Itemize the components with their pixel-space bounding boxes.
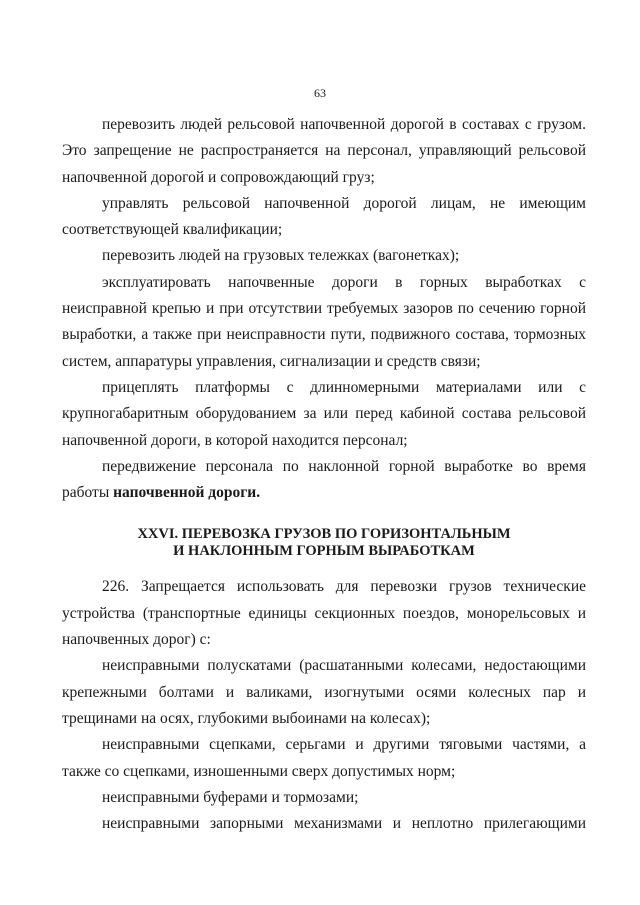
paragraph-line: передвижение персонала по наклонной горной выработке во время работы — [62, 457, 586, 502]
paragraph: неисправными буферами и тормозами; — [102, 788, 359, 806]
paragraph: управлять рельсовой напочвенной дорогой лицам, не имеющим соответствующей квалификации; — [62, 194, 586, 239]
paragraph-bold-ending — [62, 454, 586, 507]
paragraph-cut-off: неисправными запорными механизмами и неплотно прилегающими — [102, 815, 586, 833]
document-body — [62, 112, 586, 837]
paragraph: 226. Запрещается использовать для перевозки грузов технические устройства (транспортные единицы секционных поездов, монорельсовых и напочвенных дорог) с: — [62, 578, 586, 649]
section-title-line: И НАКЛОННЫМ ГОРНЫМ ВЫРАБОТКАМ — [173, 543, 475, 560]
paragraph: прицеплять платформы с длинномерными материалами или с крупногабаритным оборудованием за или перед кабиной состава рельсовой напочвенной дороги, в которой находится персонал; — [62, 378, 586, 449]
page-number: 63 — [314, 86, 326, 100]
paragraph: перевозить людей на грузовых тележках (вагонетках); — [102, 247, 460, 265]
paragraph: неисправными полускатами (расшатанными колесами, недостающими крепежными болтами и валиками, изогнутыми осями колесных пар и трещинами на осях, глубокими выбоинами на колесах); — [62, 657, 586, 727]
paragraph: неисправными сцепками, серьгами и другими тяговыми частями, а также со сцепками, изношенными сверх допустимых норм; — [62, 736, 586, 780]
paragraph: эксплуатировать напочвенные дороги в горных выработках с неисправной крепью и при отсутствии требуемых зазоров по сечению горной выработки, а также при неисправности пути, подвижного состава, тормозных систем, аппаратуры управления, сигнализации и средств связи; — [62, 273, 586, 370]
section-title — [62, 526, 586, 560]
paragraph-bold-line: напочвенной дороги. — [113, 484, 261, 502]
paragraph: перевозить людей рельсовой напочвенной дорогой в составах с грузом. Это запрещение не распространяется на персонал, управляющий рельсовой напочвенной дорогой и сопровождающий груз; — [62, 116, 586, 186]
section-title-line: XXVI. ПЕРЕВОЗКА ГРУЗОВ ПО ГОРИЗОНТАЛЬНЫМ — [137, 526, 511, 543]
